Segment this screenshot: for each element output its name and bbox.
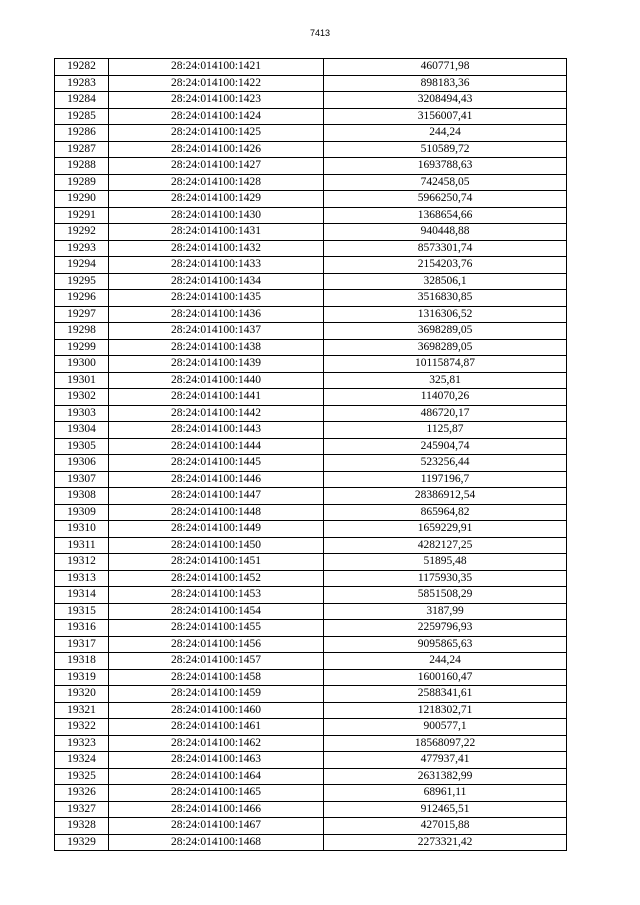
cadastral-value-cell: 4282127,25 <box>324 537 567 554</box>
row-number-cell: 19329 <box>55 834 109 851</box>
cadastral-value-cell: 1693788,63 <box>324 158 567 175</box>
table-row <box>55 653 567 670</box>
cadastral-number-cell: 28:24:014100:1434 <box>109 273 324 290</box>
row-number-cell: 19311 <box>55 537 109 554</box>
cadastral-number-cell: 28:24:014100:1458 <box>109 669 324 686</box>
table-row <box>55 290 567 307</box>
table-row <box>55 603 567 620</box>
row-number-cell: 19328 <box>55 818 109 835</box>
row-number-cell: 19314 <box>55 587 109 604</box>
table-row <box>55 207 567 224</box>
cadastral-value-cell: 2259796,93 <box>324 620 567 637</box>
cadastral-number-cell: 28:24:014100:1447 <box>109 488 324 505</box>
row-number-cell: 19304 <box>55 422 109 439</box>
cadastral-number-cell: 28:24:014100:1454 <box>109 603 324 620</box>
row-number-cell: 19298 <box>55 323 109 340</box>
table-row <box>55 768 567 785</box>
cadastral-number-cell: 28:24:014100:1441 <box>109 389 324 406</box>
cadastral-value-cell: 1125,87 <box>324 422 567 439</box>
cadastral-number-cell: 28:24:014100:1428 <box>109 174 324 191</box>
cadastral-number-cell: 28:24:014100:1427 <box>109 158 324 175</box>
table-row <box>55 669 567 686</box>
table-row <box>55 75 567 92</box>
cadastral-number-cell: 28:24:014100:1446 <box>109 471 324 488</box>
table-row <box>55 174 567 191</box>
cadastral-value-cell: 18568097,22 <box>324 735 567 752</box>
cadastral-value-cell: 328506,1 <box>324 273 567 290</box>
cadastral-value-cell: 510589,72 <box>324 141 567 158</box>
cadastral-number-cell: 28:24:014100:1463 <box>109 752 324 769</box>
cadastral-value-cell: 1600160,47 <box>324 669 567 686</box>
row-number-cell: 19283 <box>55 75 109 92</box>
cadastral-value-cell: 427015,88 <box>324 818 567 835</box>
row-number-cell: 19286 <box>55 125 109 142</box>
cadastral-value-cell: 2631382,99 <box>324 768 567 785</box>
row-number-cell: 19284 <box>55 92 109 109</box>
table-row <box>55 356 567 373</box>
cadastral-value-cell: 2154203,76 <box>324 257 567 274</box>
cadastral-number-cell: 28:24:014100:1449 <box>109 521 324 538</box>
table-row <box>55 818 567 835</box>
cadastral-value-cell: 486720,17 <box>324 405 567 422</box>
cadastral-value-cell: 1197196,7 <box>324 471 567 488</box>
cadastral-number-cell: 28:24:014100:1433 <box>109 257 324 274</box>
row-number-cell: 19291 <box>55 207 109 224</box>
row-number-cell: 19307 <box>55 471 109 488</box>
cadastral-number-cell: 28:24:014100:1445 <box>109 455 324 472</box>
cadastral-number-cell: 28:24:014100:1435 <box>109 290 324 307</box>
table-row <box>55 191 567 208</box>
row-number-cell: 19312 <box>55 554 109 571</box>
cadastral-value-cell: 2588341,61 <box>324 686 567 703</box>
row-number-cell: 19321 <box>55 702 109 719</box>
table-row <box>55 306 567 323</box>
cadastral-value-cell: 3208494,43 <box>324 92 567 109</box>
cadastral-number-cell: 28:24:014100:1436 <box>109 306 324 323</box>
cadastral-value-cell: 5966250,74 <box>324 191 567 208</box>
cadastral-number-cell: 28:24:014100:1464 <box>109 768 324 785</box>
row-number-cell: 19282 <box>55 59 109 76</box>
table-row <box>55 735 567 752</box>
cadastral-number-cell: 28:24:014100:1431 <box>109 224 324 241</box>
cadastral-value-cell: 900577,1 <box>324 719 567 736</box>
cadastral-value-cell: 1175930,35 <box>324 570 567 587</box>
table-row <box>55 521 567 538</box>
table-row <box>55 257 567 274</box>
table-row <box>55 834 567 851</box>
table-row <box>55 620 567 637</box>
cadastral-number-cell: 28:24:014100:1423 <box>109 92 324 109</box>
cadastral-value-table <box>54 58 567 851</box>
row-number-cell: 19316 <box>55 620 109 637</box>
cadastral-value-cell: 244,24 <box>324 125 567 142</box>
table-row <box>55 471 567 488</box>
row-number-cell: 19320 <box>55 686 109 703</box>
row-number-cell: 19288 <box>55 158 109 175</box>
cadastral-value-cell: 3516830,85 <box>324 290 567 307</box>
cadastral-value-cell: 28386912,54 <box>324 488 567 505</box>
row-number-cell: 19301 <box>55 372 109 389</box>
cadastral-number-cell: 28:24:014100:1422 <box>109 75 324 92</box>
row-number-cell: 19293 <box>55 240 109 257</box>
table-row <box>55 587 567 604</box>
cadastral-number-cell: 28:24:014100:1432 <box>109 240 324 257</box>
cadastral-value-cell: 68961,11 <box>324 785 567 802</box>
cadastral-number-cell: 28:24:014100:1460 <box>109 702 324 719</box>
cadastral-value-cell: 460771,98 <box>324 59 567 76</box>
cadastral-value-cell: 9095865,63 <box>324 636 567 653</box>
row-number-cell: 19292 <box>55 224 109 241</box>
cadastral-number-cell: 28:24:014100:1438 <box>109 339 324 356</box>
table-row <box>55 108 567 125</box>
cadastral-number-cell: 28:24:014100:1459 <box>109 686 324 703</box>
row-number-cell: 19302 <box>55 389 109 406</box>
table-row <box>55 405 567 422</box>
cadastral-value-cell: 477937,41 <box>324 752 567 769</box>
cadastral-number-cell: 28:24:014100:1439 <box>109 356 324 373</box>
cadastral-number-cell: 28:24:014100:1455 <box>109 620 324 637</box>
cadastral-number-cell: 28:24:014100:1429 <box>109 191 324 208</box>
row-number-cell: 19327 <box>55 801 109 818</box>
cadastral-value-cell: 523256,44 <box>324 455 567 472</box>
cadastral-value-cell: 325,81 <box>324 372 567 389</box>
row-number-cell: 19313 <box>55 570 109 587</box>
row-number-cell: 19317 <box>55 636 109 653</box>
table-row <box>55 372 567 389</box>
cadastral-number-cell: 28:24:014100:1424 <box>109 108 324 125</box>
table-row <box>55 438 567 455</box>
cadastral-value-cell: 10115874,87 <box>324 356 567 373</box>
cadastral-number-cell: 28:24:014100:1442 <box>109 405 324 422</box>
cadastral-value-cell: 114070,26 <box>324 389 567 406</box>
row-number-cell: 19296 <box>55 290 109 307</box>
cadastral-value-cell: 1218302,71 <box>324 702 567 719</box>
cadastral-number-cell: 28:24:014100:1462 <box>109 735 324 752</box>
row-number-cell: 19289 <box>55 174 109 191</box>
table-row <box>55 752 567 769</box>
cadastral-number-cell: 28:24:014100:1440 <box>109 372 324 389</box>
cadastral-value-cell: 898183,36 <box>324 75 567 92</box>
cadastral-value-cell: 1316306,52 <box>324 306 567 323</box>
cadastral-value-cell: 2273321,42 <box>324 834 567 851</box>
cadastral-number-cell: 28:24:014100:1443 <box>109 422 324 439</box>
row-number-cell: 19290 <box>55 191 109 208</box>
cadastral-number-cell: 28:24:014100:1468 <box>109 834 324 851</box>
table-row <box>55 504 567 521</box>
table-row <box>55 273 567 290</box>
cadastral-value-cell: 244,24 <box>324 653 567 670</box>
cadastral-number-cell: 28:24:014100:1465 <box>109 785 324 802</box>
cadastral-value-cell: 1368654,66 <box>324 207 567 224</box>
row-number-cell: 19300 <box>55 356 109 373</box>
table-row <box>55 719 567 736</box>
cadastral-number-cell: 28:24:014100:1451 <box>109 554 324 571</box>
table-row <box>55 455 567 472</box>
cadastral-value-cell: 3698289,05 <box>324 339 567 356</box>
row-number-cell: 19318 <box>55 653 109 670</box>
row-number-cell: 19299 <box>55 339 109 356</box>
row-number-cell: 19305 <box>55 438 109 455</box>
cadastral-value-cell: 912465,51 <box>324 801 567 818</box>
table-row <box>55 141 567 158</box>
row-number-cell: 19322 <box>55 719 109 736</box>
row-number-cell: 19324 <box>55 752 109 769</box>
table-body <box>55 59 567 851</box>
cadastral-value-cell: 3156007,41 <box>324 108 567 125</box>
table-row <box>55 92 567 109</box>
row-number-cell: 19326 <box>55 785 109 802</box>
row-number-cell: 19295 <box>55 273 109 290</box>
table-row <box>55 554 567 571</box>
cadastral-number-cell: 28:24:014100:1457 <box>109 653 324 670</box>
cadastral-number-cell: 28:24:014100:1448 <box>109 504 324 521</box>
cadastral-value-cell: 940448,88 <box>324 224 567 241</box>
cadastral-number-cell: 28:24:014100:1430 <box>109 207 324 224</box>
cadastral-number-cell: 28:24:014100:1452 <box>109 570 324 587</box>
cadastral-number-cell: 28:24:014100:1426 <box>109 141 324 158</box>
cadastral-number-cell: 28:24:014100:1453 <box>109 587 324 604</box>
cadastral-number-cell: 28:24:014100:1461 <box>109 719 324 736</box>
cadastral-number-cell: 28:24:014100:1466 <box>109 801 324 818</box>
table-row <box>55 537 567 554</box>
table-row <box>55 785 567 802</box>
cadastral-number-cell: 28:24:014100:1421 <box>109 59 324 76</box>
cadastral-value-cell: 3698289,05 <box>324 323 567 340</box>
row-number-cell: 19325 <box>55 768 109 785</box>
row-number-cell: 19306 <box>55 455 109 472</box>
table-row <box>55 158 567 175</box>
table-row <box>55 422 567 439</box>
row-number-cell: 19294 <box>55 257 109 274</box>
table-row <box>55 59 567 76</box>
cadastral-number-cell: 28:24:014100:1450 <box>109 537 324 554</box>
table-row <box>55 488 567 505</box>
row-number-cell: 19287 <box>55 141 109 158</box>
row-number-cell: 19309 <box>55 504 109 521</box>
cadastral-value-cell: 1659229,91 <box>324 521 567 538</box>
table-row <box>55 389 567 406</box>
row-number-cell: 19303 <box>55 405 109 422</box>
table-row <box>55 570 567 587</box>
row-number-cell: 19315 <box>55 603 109 620</box>
row-number-cell: 19319 <box>55 669 109 686</box>
row-number-cell: 19285 <box>55 108 109 125</box>
cadastral-value-cell: 51895,48 <box>324 554 567 571</box>
cadastral-number-cell: 28:24:014100:1425 <box>109 125 324 142</box>
row-number-cell: 19308 <box>55 488 109 505</box>
table-row <box>55 240 567 257</box>
table-row <box>55 323 567 340</box>
cadastral-value-cell: 865964,82 <box>324 504 567 521</box>
table-row <box>55 686 567 703</box>
cadastral-value-cell: 742458,05 <box>324 174 567 191</box>
cadastral-number-cell: 28:24:014100:1456 <box>109 636 324 653</box>
row-number-cell: 19297 <box>55 306 109 323</box>
table-row <box>55 125 567 142</box>
cadastral-value-cell: 8573301,74 <box>324 240 567 257</box>
cadastral-number-cell: 28:24:014100:1444 <box>109 438 324 455</box>
table-row <box>55 636 567 653</box>
page-number: 7413 <box>309 28 331 38</box>
cadastral-value-cell: 5851508,29 <box>324 587 567 604</box>
cadastral-value-cell: 3187,99 <box>324 603 567 620</box>
cadastral-number-cell: 28:24:014100:1467 <box>109 818 324 835</box>
table-row <box>55 224 567 241</box>
row-number-cell: 19323 <box>55 735 109 752</box>
table-row <box>55 702 567 719</box>
table-row <box>55 801 567 818</box>
table-row <box>55 339 567 356</box>
cadastral-number-cell: 28:24:014100:1437 <box>109 323 324 340</box>
row-number-cell: 19310 <box>55 521 109 538</box>
cadastral-value-cell: 245904,74 <box>324 438 567 455</box>
